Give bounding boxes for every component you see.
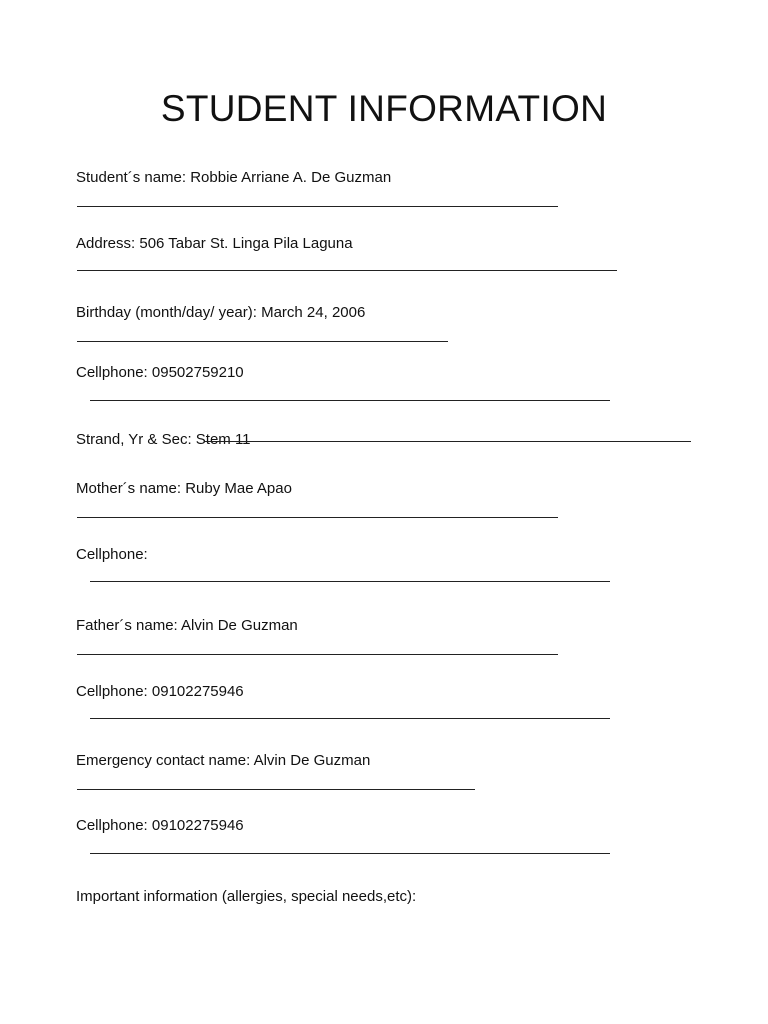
- mother-cellphone-underline: [90, 581, 610, 582]
- emergency-name-underline: [77, 789, 475, 790]
- father-cellphone-underline: [90, 718, 610, 719]
- important-info-line: Important information (allergies, special needs,etc):: [76, 888, 417, 905]
- document-title: STUDENT INFORMATION: [160, 88, 608, 129]
- student-cellphone-line: Cellphone: 09502759210: [76, 364, 244, 381]
- mother-name-underline: [77, 517, 558, 518]
- student-name-line: Student´s name: Robbie Arriane A. De Guzman: [76, 169, 392, 186]
- emergency-name-line: Emergency contact name: Alvin De Guzman: [76, 752, 371, 769]
- father-name-underline: [77, 654, 558, 655]
- student-cellphone-underline: [90, 400, 610, 401]
- father-name-line: Father´s name: Alvin De Guzman: [76, 617, 298, 634]
- emergency-cellphone-line: Cellphone: 09102275946: [76, 817, 244, 834]
- address-line: Address: 506 Tabar St. Linga Pila Laguna: [76, 235, 353, 252]
- birthday-line: Birthday (month/day/ year): March 24, 2006: [76, 304, 366, 321]
- mother-name-line: Mother´s name: Ruby Mae Apao: [76, 480, 292, 497]
- strand-underline: [205, 441, 691, 442]
- birthday-underline: [77, 341, 448, 342]
- address-underline: [77, 270, 617, 271]
- student-name-underline: [77, 206, 558, 207]
- father-cellphone-line: Cellphone: 09102275946: [76, 683, 244, 700]
- emergency-cellphone-underline: [90, 853, 610, 854]
- strand-line: Strand, Yr & Sec: Stem 11: [76, 431, 251, 448]
- mother-cellphone-line: Cellphone:: [76, 546, 148, 563]
